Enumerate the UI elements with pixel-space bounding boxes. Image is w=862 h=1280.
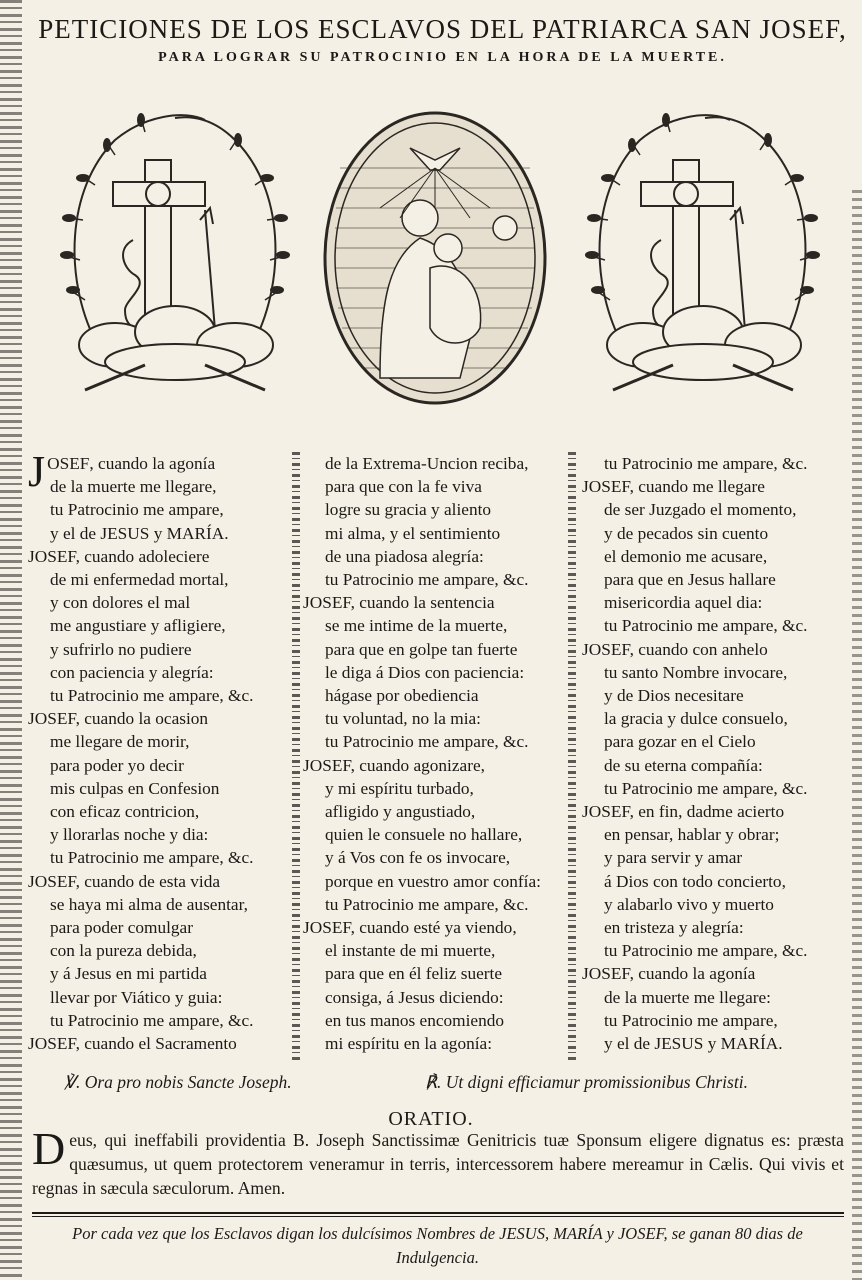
verse-line: de mi enfermedad mortal, (50, 570, 229, 590)
verse-line: con la pureza debida, (50, 941, 197, 961)
verse-line: de la muerte me llegare: (604, 987, 771, 1007)
verse-line: tu voluntad, no la mia: (325, 709, 481, 729)
verse-line: la gracia y dulce consuelo, (604, 709, 788, 729)
verse-line: el demonio me acusare, (604, 546, 768, 566)
verse-column-2 (303, 452, 575, 1055)
verse-line: y para servir y amar (604, 848, 743, 868)
response-text: ℟. Ut digni efficiamur promissionibus Christi. (425, 1072, 748, 1092)
verse-line: y sufrirlo no pudiere (50, 639, 192, 659)
verse-line: y llorarlas noche y dia: (50, 825, 209, 845)
verse-line: en tristeza y alegría: (604, 918, 744, 938)
verse-column-3 (582, 452, 844, 1055)
verse-line: JOSEF, cuando la sentencia (303, 593, 495, 613)
cross-wreath-left-illustration (55, 100, 295, 410)
verse-line: en tus manos encomiendo (325, 1010, 505, 1030)
verse-line: de la muerte me llegare, (50, 477, 217, 497)
versicle-text: ℣. Ora pro nobis Sancte Joseph. (64, 1072, 292, 1092)
verse-line: tu Patrocinio me ampare, &c. (50, 848, 254, 868)
verse-line: y con dolores el mal (50, 593, 191, 613)
verse-line: á Dios con todo concierto, (604, 871, 786, 891)
verse-line: y á Vos con fe os invocare, (325, 848, 511, 868)
verse-line: porque en vuestro amor confía: (325, 871, 541, 891)
verse-line: tu Patrocinio me ampare, &c. (604, 941, 808, 961)
verse-line: me angustiare y afligiere, (50, 616, 226, 636)
verse-line: JOSEF, cuando la agonía (582, 964, 756, 984)
verse-line: y á Jesus en mi partida (50, 964, 207, 984)
ornamental-border-left (0, 0, 22, 1280)
verse-line: para que en golpe tan fuerte (325, 639, 518, 659)
verse-line: misericordia aquel dia: (604, 593, 763, 613)
verse-line: para poder comulgar (50, 918, 193, 938)
verse-line: JOSEF, cuando la agonía (28, 447, 216, 496)
verse-line: JOSEF, cuando la ocasion (28, 709, 209, 729)
column-separator (568, 452, 576, 1062)
verse-line: tu Patrocinio me ampare, &c. (50, 686, 254, 706)
verse-line: de su eterna compañía: (604, 755, 763, 775)
verse-line: para gozar en el Cielo (604, 732, 756, 752)
verse-line: de una piadosa alegría: (325, 546, 484, 566)
page-subtitle: PARA LOGRAR SU PATROCINIO EN LA HORA DE LA MUERTE. (158, 50, 727, 65)
verse-line: para poder yo decir (50, 755, 184, 775)
verse-line: tu Patrocinio me ampare, &c. (325, 570, 529, 590)
verse-line: y alabarlo vivo y muerto (604, 894, 774, 914)
verse-line: para que con la fe viva (325, 477, 482, 497)
verse-column-1 (28, 447, 293, 1055)
verse-line: de la Extrema-Uncion reciba, (325, 454, 529, 473)
verse-dropcap: J (28, 447, 46, 496)
oratio-paragraph (32, 1123, 844, 1200)
verse-line: y de Dios necesitare (604, 686, 744, 706)
verse-line: se haya mi alma de ausentar, (50, 894, 248, 914)
saint-joseph-medallion-illustration (320, 108, 550, 408)
cross-wreath-right-illustration (575, 100, 825, 410)
verse-line: JOSEF, cuando el Sacramento (28, 1034, 237, 1054)
verse-line: se me intime de la muerte, (325, 616, 508, 636)
verse-line: el instante de mi muerte, (325, 941, 496, 961)
footer-rule (32, 1212, 844, 1214)
verse-line: tu santo Nombre invocare, (604, 662, 788, 682)
verse-line: mi espíritu en la agonía: (325, 1034, 493, 1054)
verse-line: y de pecados sin cuento (604, 523, 769, 543)
verse-line: y el de JESUS y MARÍA. (604, 1034, 783, 1054)
verse-line: JOSEF, cuando esté ya viendo, (303, 918, 517, 938)
verse-line: con paciencia y alegría: (50, 662, 214, 682)
verse-line: y mi espíritu turbado, (325, 778, 474, 798)
verse-line: para que en Jesus hallare (604, 570, 776, 590)
verse-line: JOSEF, en fin, dadme acierto (582, 802, 785, 822)
verse-line: tu Patrocinio me ampare, &c. (325, 732, 529, 752)
verse-line: consiga, á Jesus diciendo: (325, 987, 504, 1007)
column-separator (292, 452, 300, 1062)
verse-line: y el de JESUS y MARÍA. (50, 523, 229, 543)
verse-line: tu Patrocinio me ampare, &c. (50, 1010, 254, 1030)
verse-line: con eficaz contricion, (50, 802, 200, 822)
indulgence-note: Por cada vez que los Esclavos digan los dulcísimos Nombres de JESUS, MARÍA y JOSEF, se ganan 80 dias de Indulgencia. (72, 1224, 803, 1267)
verse-line: hágase por obediencia (325, 686, 479, 706)
verse-line: llevar por Viático y guia: (50, 987, 223, 1007)
verse-line: le diga á Dios con paciencia: (325, 662, 525, 682)
verse-line: tu Patrocinio me ampare, &c. (604, 454, 808, 473)
footer-rule-thin (32, 1216, 844, 1217)
verse-line: tu Patrocinio me ampare, (604, 1010, 778, 1030)
verse-line: tu Patrocinio me ampare, &c. (604, 778, 808, 798)
verse-line: para que en él feliz suerte (325, 964, 503, 984)
verse-line: en pensar, hablar y obrar; (604, 825, 780, 845)
verse-line: mis culpas en Confesion (50, 778, 220, 798)
page-title: PETICIONES DE LOS ESCLAVOS DEL PATRIARCA SAN JOSEF, (38, 14, 847, 44)
verse-line: JOSEF, cuando agonizare, (303, 755, 485, 775)
verse-line: mi alma, y el sentimiento (325, 523, 501, 543)
verse-line: tu Patrocinio me ampare, &c. (604, 616, 808, 636)
verse-line: de ser Juzgado el momento, (604, 500, 797, 520)
verse-line: JOSEF, cuando de esta vida (28, 871, 221, 891)
verse-line: me llegare de morir, (50, 732, 190, 752)
oratio-dropcap: D (32, 1123, 66, 1174)
verse-line: afligido y angustiado, (325, 802, 476, 822)
verse-line: quien le consuele no hallare, (325, 825, 523, 845)
verse-line: tu Patrocinio me ampare, &c. (325, 894, 529, 914)
verse-line: logre su gracia y aliento (325, 500, 492, 520)
oratio-title: ORATIO. (388, 1108, 474, 1130)
verse-line: JOSEF, cuando adoleciere (28, 546, 210, 566)
verse-line: tu Patrocinio me ampare, (50, 500, 224, 520)
verse-line: JOSEF, cuando con anhelo (582, 639, 768, 659)
verse-line: JOSEF, cuando me llegare (582, 477, 765, 497)
oratio-text: eus, qui ineffabili providentia B. Joseph Sanctissimæ Genitricis tuæ Sponsum eligere dignatus es: præsta quæsumus, ut quem protectorem veneramur in terris, intercessorem habere mereamur in Cælis. Qui vivis et regnas in sæcula sæculorum. Amen. (32, 1130, 844, 1198)
